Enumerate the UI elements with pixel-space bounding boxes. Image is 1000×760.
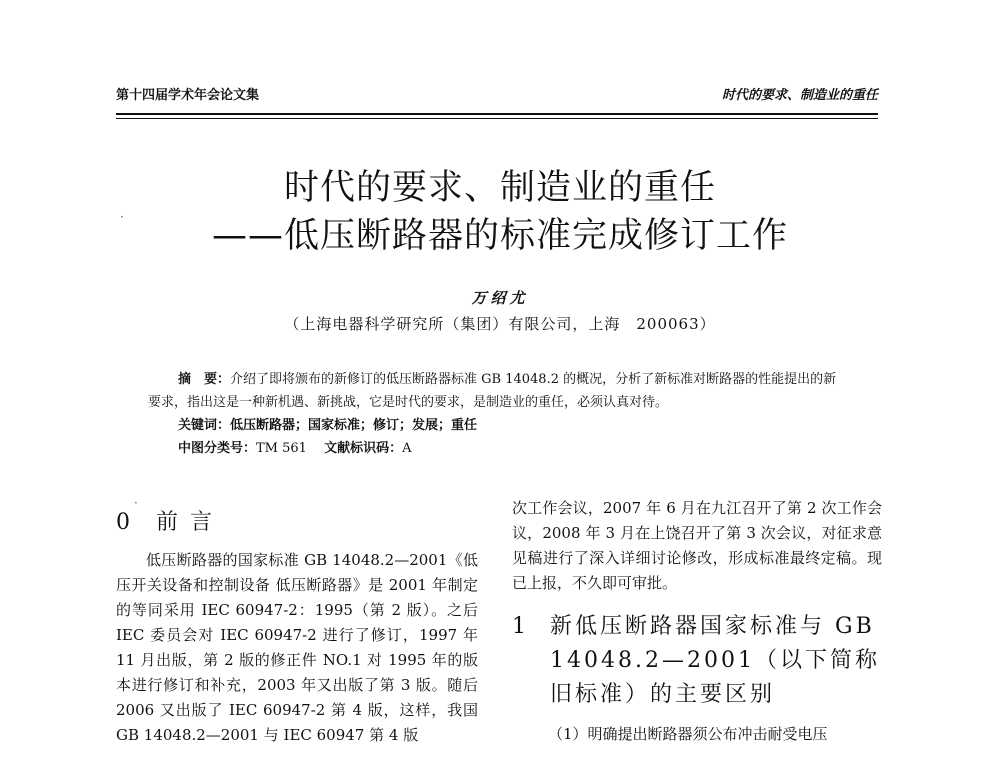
header-rule-thick [116, 113, 878, 115]
running-header [116, 84, 878, 106]
sub-item-1: （1）明确提出断路器须公布冲击耐受电压 [548, 725, 828, 743]
doc-code-value: A [402, 441, 412, 456]
author-affiliation: （上海电器科学研究所（集团）有限公司，上海 200063） [284, 315, 716, 333]
keywords-line [148, 414, 848, 437]
scan-dot: · [134, 496, 138, 510]
section-number: 0 [116, 510, 130, 535]
doc-code-label: 文献标识码： [324, 441, 403, 456]
abstract-text: 介绍了即将颁布的新修订的低压断路器标准 GB 14048.2 的概况，分析了新标准对断路器的性能提出的新要求，指出这是一种新机遇、新挑战，它是时代的要求，是制造业的重任，必须认真对待。 [148, 372, 837, 410]
keywords-label: 关键词： [178, 418, 231, 433]
author-name: 万绍尤 [471, 289, 529, 307]
left-column [116, 505, 478, 748]
running-title: 时代的要求、制造业的重任 [721, 88, 878, 103]
abstract-label: 摘 要： [178, 372, 231, 387]
section-title: 新低压断路器国家标准与 GB 14048.2—2001（以下简称旧标准）的主要区别 [550, 614, 880, 707]
section-title: 前言 [156, 510, 225, 535]
section-number: 1 [512, 614, 529, 639]
classification-value: TM 561 [256, 441, 307, 456]
right-column [512, 496, 882, 747]
journal-name: 第十四届学术年会论文集 [116, 88, 260, 103]
abstract-paragraph [148, 368, 848, 414]
paper-subtitle: ——低压断路器的标准完成修订工作 [211, 216, 788, 256]
classification-label: 中图分类号： [178, 441, 257, 456]
classification-line [148, 437, 848, 460]
intro-paragraph: 低压断路器的国家标准 GB 14048.2—2001《低压开关设备和控制设备 低压断路器》是 2001 年制定的等同采用 IEC 60947-2：1995（第 2 版）。之后 IEC 委员会对 IEC 60947-2 进行了修订，1997 年 11 月出版，第 2 版的修正件 NO.1 对 1995 年的版本进行修订和补充，2003 年又出版了第 3 版。随后 2006 又出版了 IEC 60947-2 第 4 版，这样，我国 GB 14048.2—2001 与 IEC 60947 第 4 版 [116, 551, 478, 744]
continued-paragraph: 次工作会议，2007 年 6 月在九江召开了第 2 次工作会议，2008 年 3 月在上饶召开了第 3 次会议，对征求意见稿进行了深入详细讨论修改，形成标准最终定稿。现已上报，不久即可审批。 [512, 499, 882, 592]
header-rule-thin [116, 118, 878, 119]
section-heading-1 [512, 610, 882, 712]
section-heading-0 [116, 505, 478, 536]
paper-title: 时代的要求、制造业的重任 [283, 168, 716, 208]
keywords-value: 低压断路器；国家标准；修订；发展；重任 [230, 418, 478, 433]
abstract-block [148, 368, 848, 460]
scan-dot: · [120, 210, 124, 224]
